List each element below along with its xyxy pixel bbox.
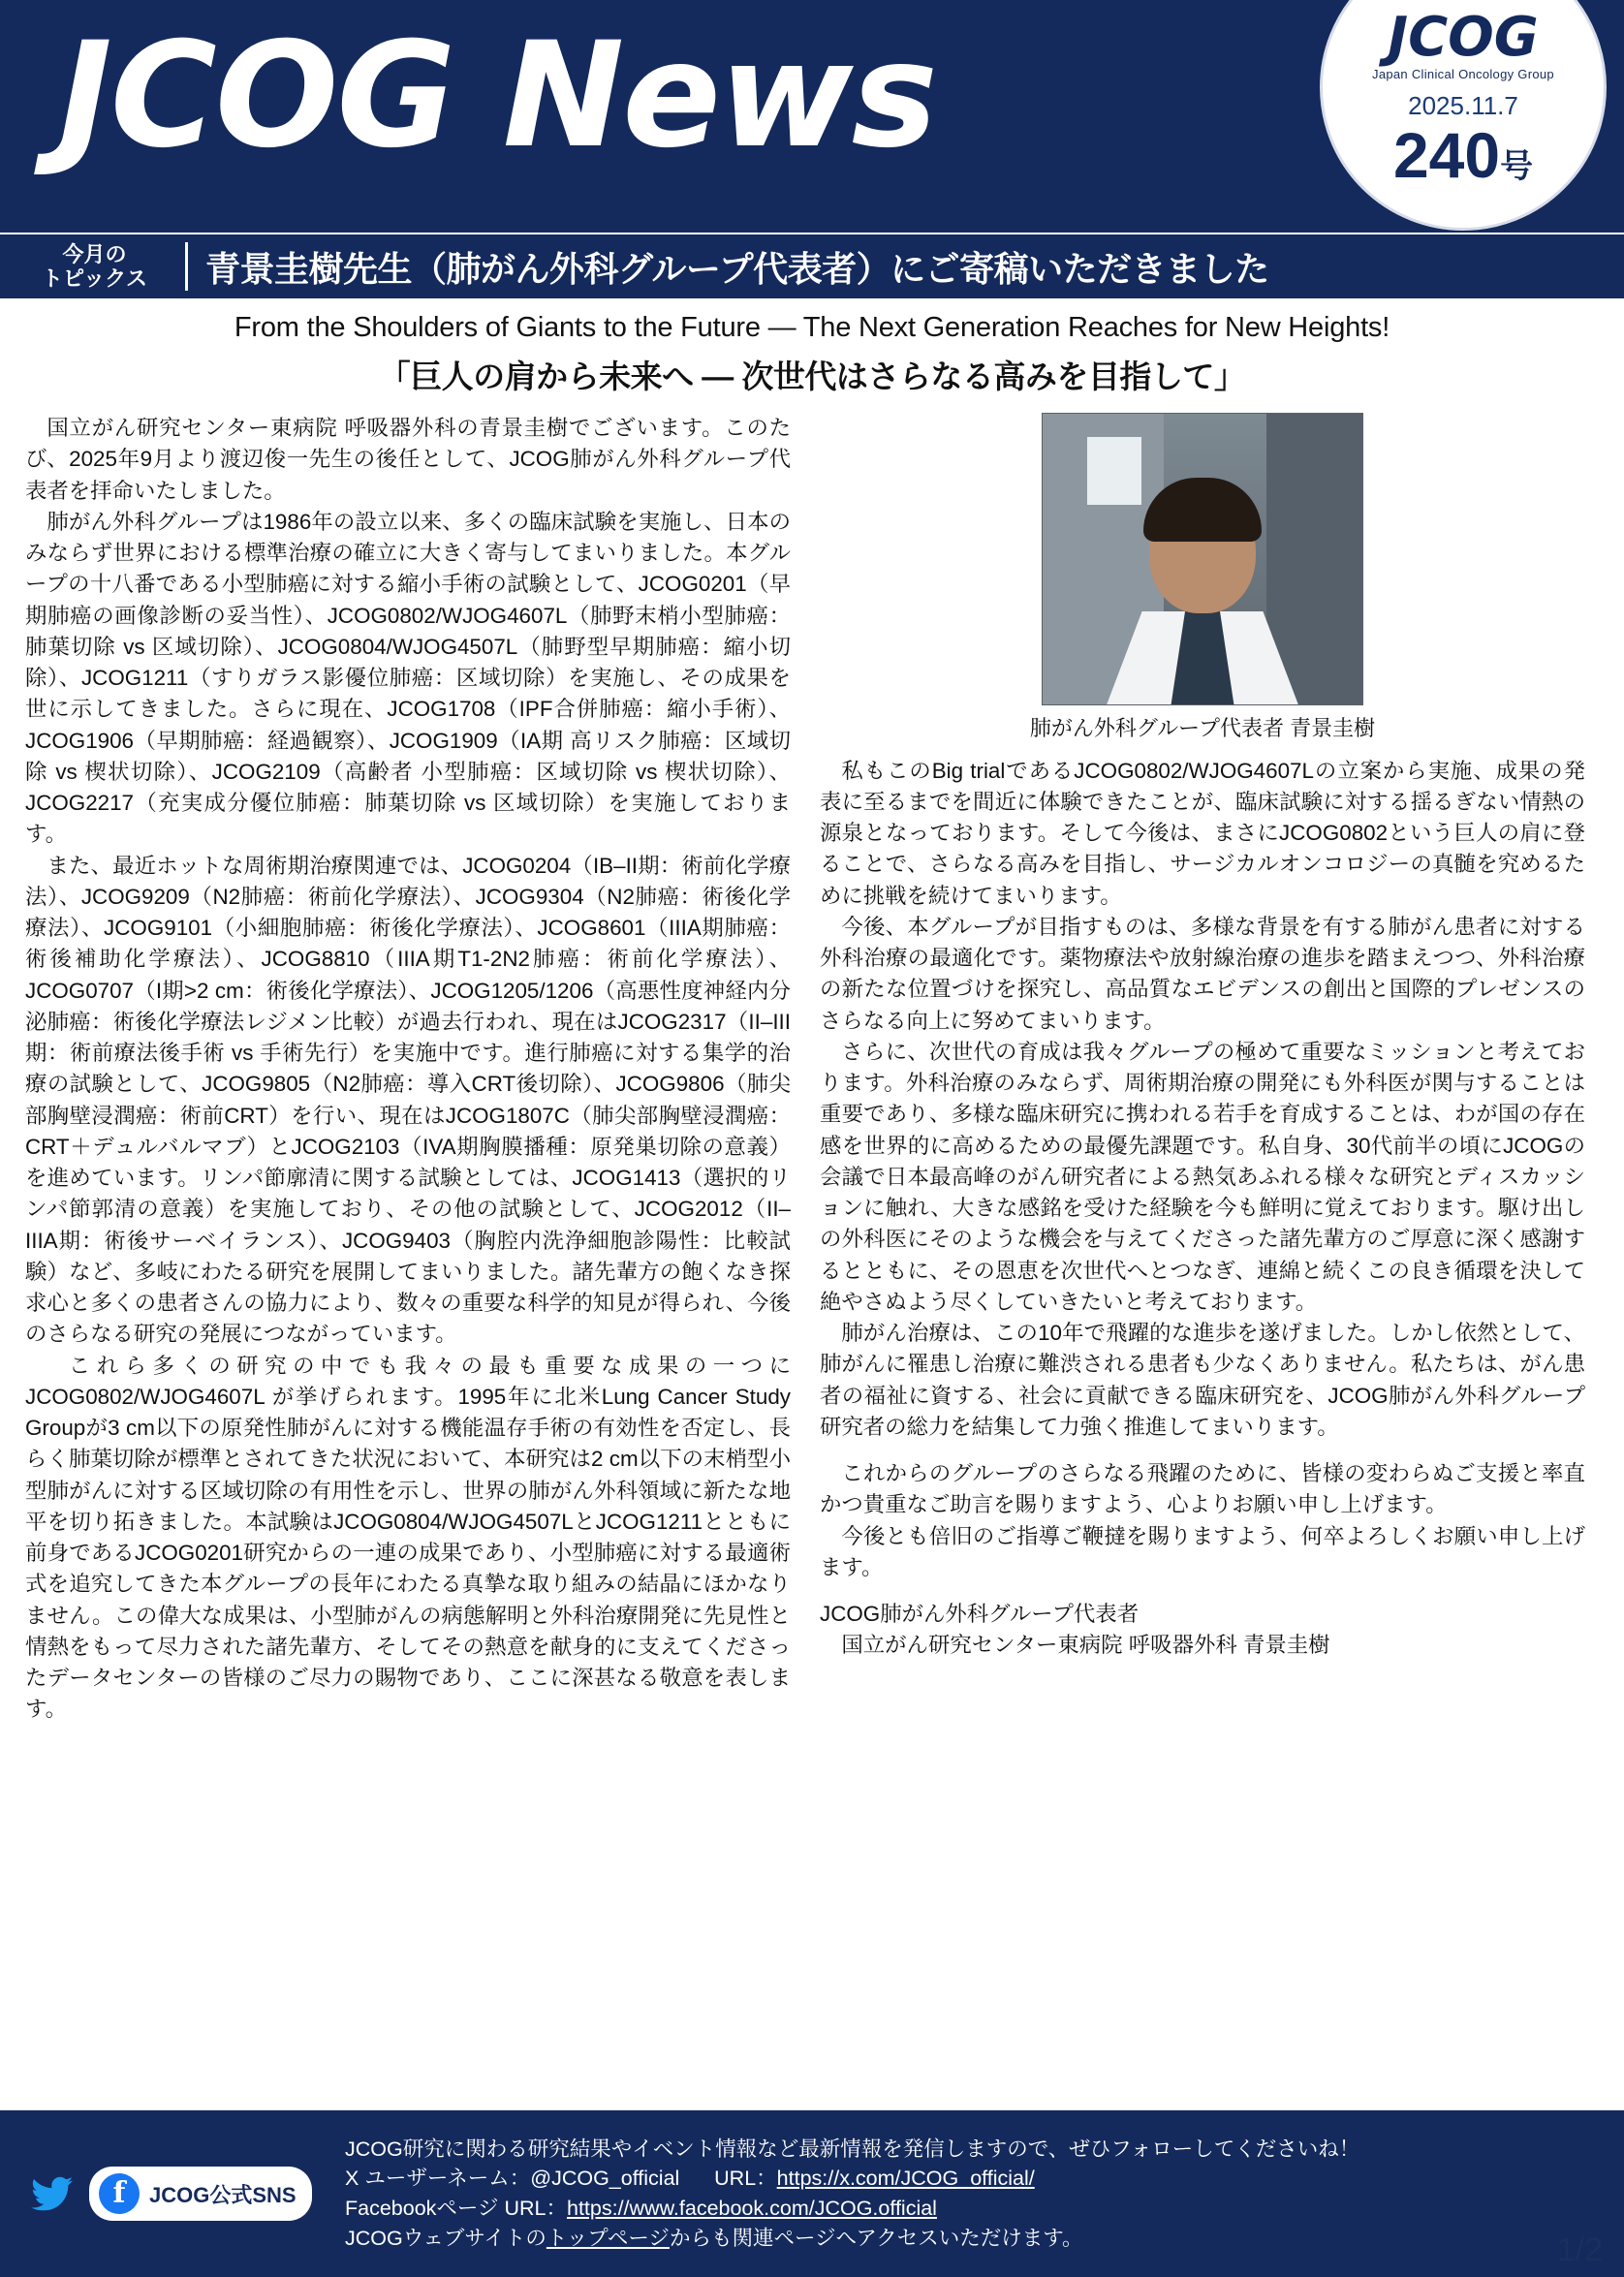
website-text-b: からも関連ページへアクセスいただけます。 bbox=[669, 2226, 1083, 2250]
x-url-label: URL： bbox=[714, 2167, 777, 2191]
facebook-url-link[interactable]: https://www.facebook.com/JCOG.official bbox=[566, 2197, 937, 2220]
article-title-japanese: 「巨人の肩から未来へ ― 次世代はさらなる高みを目指して」 bbox=[378, 359, 1246, 394]
paragraph: これからのグループのさらなる飛躍のために、皆様の変わらぬご支援と率直かつ貴重なご助言を賜りますよう、心よりお願い申し上げます。 bbox=[820, 1461, 1585, 1517]
paragraph: また、最近ホットな周術期治療関連では、JCOG0204（IB–II期：術前化学療法）、JCOG9209（N2肺癌：術前化学療法）、JCOG9304（N2肺癌：術後化学療法）、JCOG9101（小細胞肺癌：術後化学療法）、JCOG8601（IIIA期肺癌：術後補助化学療法）、JCOG8810（IIIA期T1-2N2肺癌：術前化学療法）、JCOG0707（I期>2 cm：術後化学療法）、JCOG1205/1206（高悪性度神経内分泌肺癌：術後化学療法レジメン比較）が過去行われ、現在はJCOG2317（II–III期：術前療法後手術 vs 手術先行）を実施中です。進行肺癌に対する集学的治療の試験として、JCOG9805（N2肺癌：導入CRT後切除）、JCOG9806（肺尖部胸壁浸潤癌：術前CRT）を行い、現在はJCOG1807C（肺尖部胸壁浸潤癌：CRT＋デュルバルマブ）とJCOG2103（IVA期胸膜播種：原発巣切除の意義）を進めています。リンパ節廓清に関する試験としては、JCOG1413（選択的リンパ節郭清の意義）を実施しており、その他の試験として、JCOG2012（II–IIIA期：術後サーベイランス）、JCOG9403（胸腔内洗浄細胞診陽性：比較試験）など、多岐にわたる研究を展開してまいりました。諸先輩方の飽くなき探求心と多くの患者さんの協力により、数々の重要な科学的知見が得られ、今後のさらなる研究の発展につながっています。 bbox=[25, 853, 791, 1347]
facebook-icon[interactable]: f bbox=[99, 2173, 140, 2214]
facebook-url-label: Facebookページ URL： bbox=[345, 2197, 567, 2220]
paragraph: 私もこのBig trialであるJCOG0802/WJOG4607Lの立案から実施、成果の発表に至るまでを間近に体験できたことが、臨床試験に対する揺るぎない情熱の源泉となっております。そして今後は、まさにJCOG0802という巨人の肩に登ることで、さらなる高みを目指し、サージカルオンコロジーの真髄を究めるために挑戦を続けてまいります。 bbox=[820, 758, 1585, 908]
sns-box bbox=[25, 2167, 345, 2221]
author-photo-caption: 肺がん外科グループ代表者 青景圭樹 bbox=[1029, 716, 1376, 740]
sns-label: JCOG公式SNS bbox=[149, 2182, 297, 2207]
author-photo-wrap bbox=[820, 413, 1585, 744]
sns-badge[interactable] bbox=[89, 2167, 312, 2221]
footer-line-4 bbox=[345, 2224, 1517, 2254]
x-username-label: X ユーザーネーム：@JCOG_official bbox=[345, 2167, 680, 2191]
topic-tag-line1: 今月の bbox=[62, 241, 127, 266]
signature-line-2: 国立がん研究センター東病院 呼吸器外科 青景圭樹 bbox=[841, 1633, 1330, 1658]
page-number: 1/2 bbox=[1556, 2231, 1603, 2268]
footer-line-2 bbox=[345, 2164, 1517, 2194]
paragraph: これら多くの研究の中でも我々の最も重要な成果の一つにJCOG0802/WJOG4607L が挙げられます。1995年に北米Lung Cancer Study Groupが3 cm以下の原発性肺がんに対する機能温存手術の有効性を否定し、長らく肺葉切除が標準とされてきた状況において、本研究は2 cm以下の末梢型小型肺がんに対する区域切除の有用性を示し、世界の肺がん外科領域に新たな地平を切り拓きました。本試験はJCOG0804/WJOG4507LとJCOG1211とともに前身であるJCOG0201研究からの一連の成果であり、小型肺癌に対する最適術式を追究してきた本グループの長年にわたる真摯な取り組みの結晶にほかなりません。この偉大な成果は、小型肺がんの病態解明と外科治療開発に先見性と情熱をもって尽力された諸先輩方、そしてその熱意を献身的に支えてくださったデータセンターの皆様のご尽力の賜物であり、ここに深甚なる敬意を表します。 bbox=[25, 1353, 791, 1722]
topic-tag-line2: トピックス bbox=[42, 266, 147, 291]
issue-date: 2025.11.7 bbox=[1408, 91, 1518, 120]
article-title-english: From the Shoulders of Giants to the Future — The Next Generation Reaches for New Heights! bbox=[234, 312, 1390, 343]
issue-suffix: 号 bbox=[1500, 148, 1534, 185]
paragraph: 今後とも倍旧のご指導ご鞭撻を賜りますよう、何卒よろしくお願い申し上げます。 bbox=[820, 1523, 1585, 1579]
topic-band bbox=[0, 233, 1624, 298]
right-column bbox=[820, 413, 1585, 1726]
jcog-logo bbox=[1320, 0, 1607, 231]
issue-number: 240 bbox=[1392, 119, 1501, 191]
paragraph: 肺がん外科グループは1986年の設立以来、多くの臨床試験を実施し、日本のみならず世界における標準治療の確立に大きく寄与してまいりました。本グループの十八番である小型肺癌に対する縮小手術の試験として、JCOG0201（早期肺癌の画像診断の妥当性）、JCOG0802/WJOG4607L（肺野末梢小型肺癌：肺葉切除 vs 区域切除）、JCOG0804/WJOG4507L（肺野型早期肺癌：縮小切除）、JCOG1211（すりガラス影優位肺癌：区域切除）を実施し、その成果を世に示してきました。さらに現在、JCOG1708（IPF合併肺癌：縮小手術）、JCOG1906（早期肺癌：経過観察）、JCOG1909（IA期 高リスク肺癌：区域切除 vs 楔状切除）、JCOG2109（高齢者 小型肺癌：区域切除 vs 楔状切除）、JCOG2217（充実成分優位肺癌：肺葉切除 vs 区域切除）を実施しております。 bbox=[25, 509, 791, 847]
author-photo bbox=[1042, 413, 1363, 705]
jcog-logo-text: JCOG bbox=[1388, 6, 1539, 69]
twitter-icon[interactable] bbox=[25, 2171, 79, 2216]
topic-headline: 青景圭樹先生（肺がん外科グループ代表者）にご寄稿いただきました bbox=[205, 248, 1269, 289]
x-url-link[interactable]: https://x.com/JCOG_official/ bbox=[776, 2167, 1035, 2191]
top-page-link[interactable]: トップページ bbox=[546, 2226, 670, 2250]
paragraph: 肺がん治療は、この10年で飛躍的な進歩を遂げました。しかし依然として、肺がんに罹患し治療に難渋される患者も少なくありません。私たちは、がん患者の福祉に資する、社会に貢献できる臨床研究を、JCOG肺がん外科グループ研究者の総力を結集して力強く推進してまいります。 bbox=[820, 1321, 1585, 1439]
paragraph: 国立がん研究センター東病院 呼吸器外科の青景圭樹でございます。このたび、2025年9月より渡辺俊一先生の後任として、JCOG肺がん外科グループ代表者を拝命いたしました。 bbox=[25, 416, 791, 503]
paragraph: 今後、本グループが目指すものは、多様な背景を有する肺がん患者に対する外科治療の最適化です。薬物療法や放射線治療の進歩を踏まえつつ、外科治療の新たな位置づけを探究し、高品質なエビデンスの創出と国際的プレゼンスのさらなる向上に努めてまいります。 bbox=[820, 914, 1585, 1033]
footer bbox=[0, 2110, 1624, 2277]
footer-line-3 bbox=[345, 2194, 1517, 2224]
paragraph: さらに、次世代の育成は我々グループの極めて重要なミッションと考えております。外科治療のみならず、周術期治療の開発にも外科医が関与することは重要であり、多様な臨床研究に携われる若手を育成することは、わが国の存在感を世界的に高めるための最優先課題です。私自身、30代前半の頃にJCOGの会議で日本最高峰のがん研究者による熱気あふれる様々な研究とディスカッションに触れ、大きな感銘を受けた経験を今も鮮明に覚えております。駆け出しの外科医にそのような機会を与えてくださった諸先輩方のご厚意に深く感謝するとともに、その恩恵を次世代へとつなぎ、連綿と続くこの良き循環を決して絶やさぬよう尽くしていきたいと考えております。 bbox=[820, 1039, 1585, 1314]
article-body bbox=[0, 397, 1624, 1726]
page-title: JCOG News bbox=[58, 12, 936, 180]
issue-number-wrap bbox=[1323, 119, 1604, 191]
topic-tag bbox=[10, 242, 188, 292]
signature-line-1: JCOG肺がん外科グループ代表者 bbox=[820, 1602, 1140, 1627]
footer-text bbox=[345, 2135, 1517, 2253]
jcog-logo-subtext: Japan Clinical Oncology Group bbox=[1372, 67, 1554, 81]
footer-line-1: JCOG研究に関わる研究結果やイベント情報など最新情報を発信しますので、ぜひフォローしてくださいね！ bbox=[345, 2137, 1360, 2161]
website-text-a: JCOGウェブサイトの bbox=[345, 2226, 547, 2250]
masthead bbox=[0, 0, 1624, 233]
left-column bbox=[25, 413, 791, 1726]
